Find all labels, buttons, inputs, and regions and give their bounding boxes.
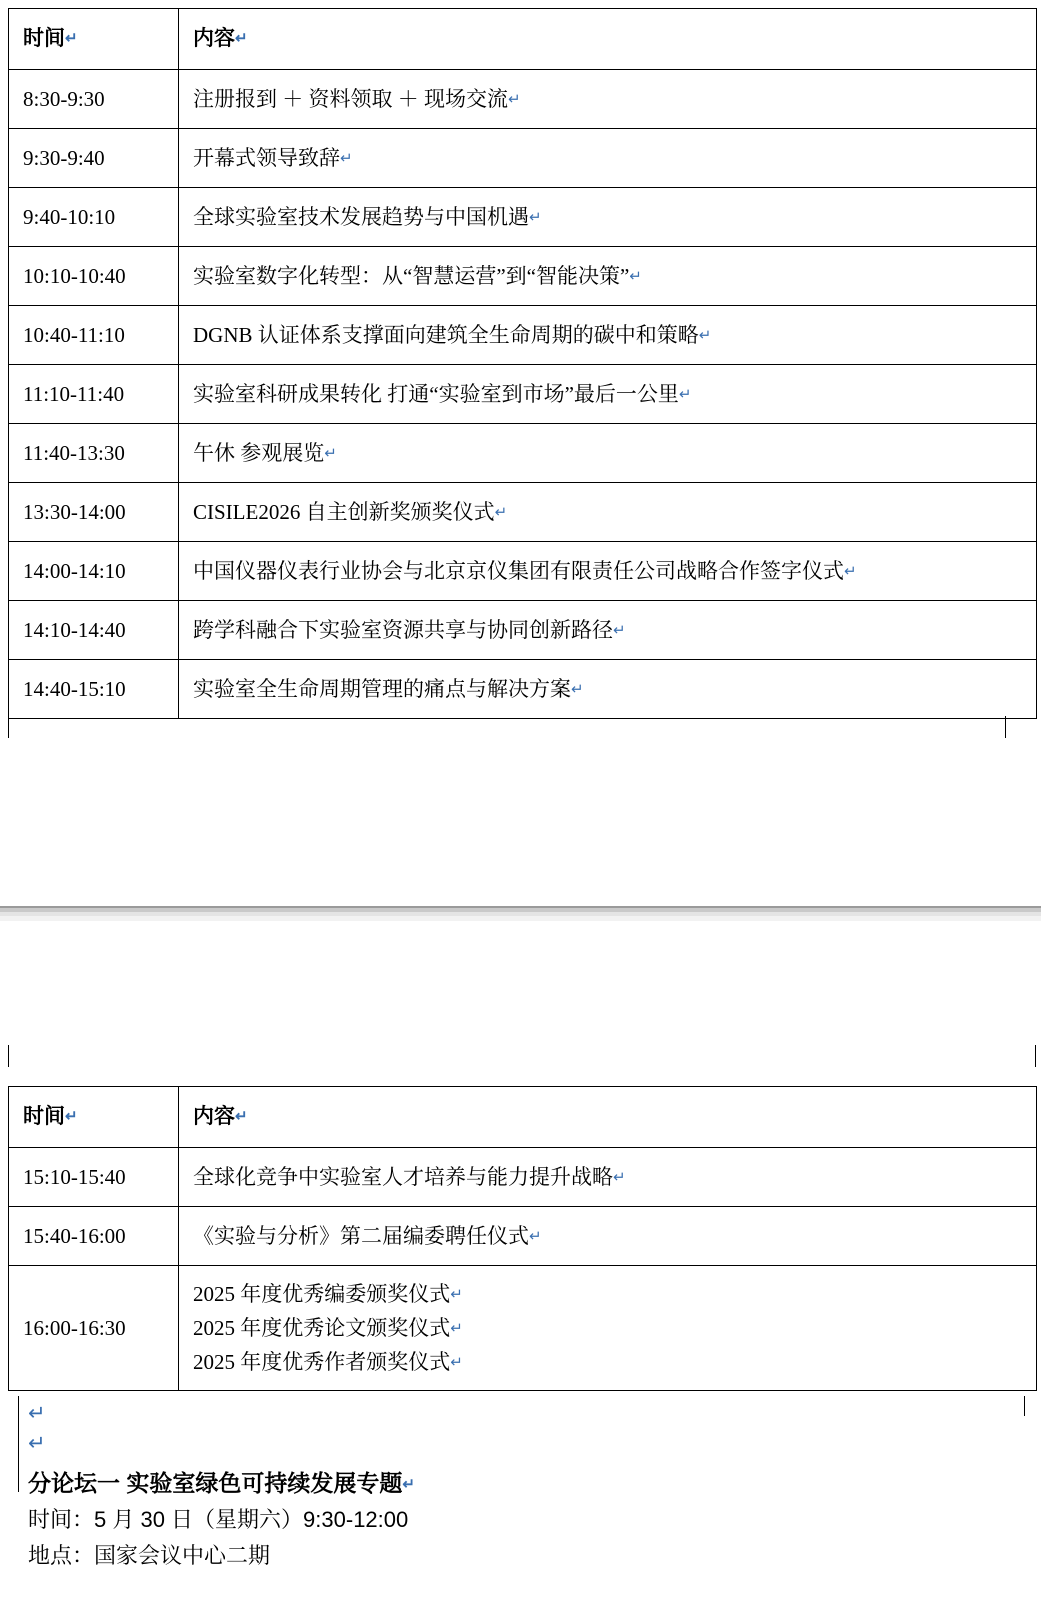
table-row — [9, 247, 1037, 306]
cell-time: 9:30-9:40 — [9, 129, 179, 188]
header-cell-content: 内容↵ — [179, 9, 1037, 70]
paragraph-mark: ↵ — [698, 327, 712, 344]
table-row — [9, 306, 1037, 365]
cell-content — [179, 1266, 1037, 1391]
cell-time: 15:10-15:40 — [9, 1148, 179, 1207]
cell-time: 10:10-10:40 — [9, 247, 179, 306]
cell-time: 13:30-14:00 — [9, 483, 179, 542]
cell-time: 8:30-9:30 — [9, 70, 179, 129]
cell-content: 全球化竞争中实验室人才培养与能力提升战略↵ — [179, 1148, 1037, 1207]
cell-content: 实验室数字化转型：从“智慧运营”到“智能决策”↵ — [179, 247, 1037, 306]
cell-time: 14:10-14:40 — [9, 601, 179, 660]
cell-time: 14:40-15:10 — [9, 660, 179, 719]
cell-content: CISILE2026 自主创新奖颁奖仪式↵ — [179, 483, 1037, 542]
page-break-separator — [0, 905, 1041, 921]
table-row — [9, 70, 1037, 129]
paragraph-mark: ↵ — [678, 386, 692, 403]
table-row — [9, 188, 1037, 247]
cell-time: 10:40-11:10 — [9, 306, 179, 365]
table-row — [9, 1148, 1037, 1207]
table-row — [9, 660, 1037, 719]
cell-content: 中国仪器仪表行业协会与北京京仪集团有限责任公司战略合作签字仪式↵ — [179, 542, 1037, 601]
award-line: 2025 年度优秀编委颁奖仪式↵ — [193, 1281, 463, 1306]
paragraph-mark: ↵ — [340, 150, 353, 167]
paragraph-mark: ↵ — [65, 1107, 78, 1125]
table-row — [9, 1266, 1037, 1391]
paragraph-mark: ↵ — [450, 1286, 463, 1303]
agenda-table-afternoon-wrapper — [8, 1086, 1037, 1391]
paragraph-mark: ↵ — [235, 1107, 248, 1125]
page-corner-mark-right — [983, 716, 1006, 738]
table-header-row — [9, 1087, 1037, 1148]
cell-content: 注册报到 ＋ 资料领取 ＋ 现场交流↵ — [179, 70, 1037, 129]
table-row — [9, 601, 1037, 660]
award-line: 2025 年度优秀作者颁奖仪式↵ — [193, 1350, 463, 1374]
cell-time: 11:10-11:40 — [9, 365, 179, 424]
paragraph-mark: ↵ — [494, 504, 508, 521]
table-row — [9, 365, 1037, 424]
paragraph-mark: ↵ — [235, 29, 248, 47]
paragraph-mark: ↵ — [571, 681, 584, 698]
agenda-table-morning — [8, 8, 1037, 719]
header-cell-time: 时间↵ — [9, 1087, 179, 1148]
empty-paragraph: ↵ — [28, 1401, 46, 1425]
page-corner-mark-left-2 — [8, 1045, 31, 1067]
table-row — [9, 542, 1037, 601]
paragraph-mark: ↵ — [529, 1228, 542, 1245]
header-cell-content: 内容↵ — [179, 1087, 1037, 1148]
cell-content: 开幕式领导致辞↵ — [179, 129, 1037, 188]
paragraph-mark: ↵ — [450, 1355, 463, 1371]
subforum-heading: 分论坛一 实验室绿色可持续发展专题↵ — [28, 1470, 415, 1496]
award-line: 2025 年度优秀论文颁奖仪式↵ — [193, 1315, 463, 1340]
cell-content: 午休 参观展览↵ — [179, 424, 1037, 483]
paragraph-mark: ↵ — [65, 29, 78, 47]
empty-paragraph: ↵ — [28, 1431, 46, 1455]
paragraph-mark: ↵ — [629, 268, 642, 285]
cell-time: 14:00-14:10 — [9, 542, 179, 601]
cell-time: 9:40-10:10 — [9, 188, 179, 247]
table-row — [9, 483, 1037, 542]
paragraph-mark: ↵ — [529, 209, 542, 226]
paragraph-mark: ↵ — [508, 91, 521, 108]
cell-time: 15:40-16:00 — [9, 1207, 179, 1266]
table-row — [9, 1207, 1037, 1266]
cell-content: 全球实验室技术发展趋势与中国机遇↵ — [179, 188, 1037, 247]
cell-content: 实验室全生命周期管理的痛点与解决方案↵ — [179, 660, 1037, 719]
agenda-table-morning-wrapper — [8, 8, 1037, 719]
cell-time: 11:40-13:30 — [9, 424, 179, 483]
cell-content: DGNB 认证体系支撑面向建筑全生命周期的碳中和策略↵ — [179, 306, 1037, 365]
table-header-row — [9, 9, 1037, 70]
subforum-time: 时间：5 月 30 日（星期六）9:30-12:00 — [28, 1507, 409, 1532]
agenda-table-afternoon — [8, 1086, 1037, 1391]
paragraph-mark: ↵ — [844, 563, 857, 580]
table-row — [9, 129, 1037, 188]
paragraph-mark: ↵ — [450, 1320, 463, 1337]
page-corner-mark-left — [8, 716, 31, 738]
cell-content: 实验室科研成果转化 打通“实验室到市场”最后一公里↵ — [179, 365, 1037, 424]
cell-time: 16:00-16:30 — [9, 1266, 179, 1391]
cell-content: 《实验与分析》第二届编委聘任仪式↵ — [179, 1207, 1037, 1266]
trailing-content — [28, 1398, 988, 1574]
page-edge-mark-right — [1014, 1396, 1025, 1416]
table-row — [9, 424, 1037, 483]
header-cell-time: 时间↵ — [9, 9, 179, 70]
cell-content: 跨学科融合下实验室资源共享与协同创新路径↵ — [179, 601, 1037, 660]
paragraph-mark: ↵ — [613, 622, 626, 639]
paragraph-mark: ↵ — [324, 445, 337, 462]
subforum-place: 地点：国家会议中心二期 — [28, 1543, 271, 1568]
paragraph-mark: ↵ — [402, 1476, 415, 1493]
paragraph-mark: ↵ — [613, 1169, 626, 1186]
page-corner-mark-right-2 — [1013, 1045, 1036, 1067]
